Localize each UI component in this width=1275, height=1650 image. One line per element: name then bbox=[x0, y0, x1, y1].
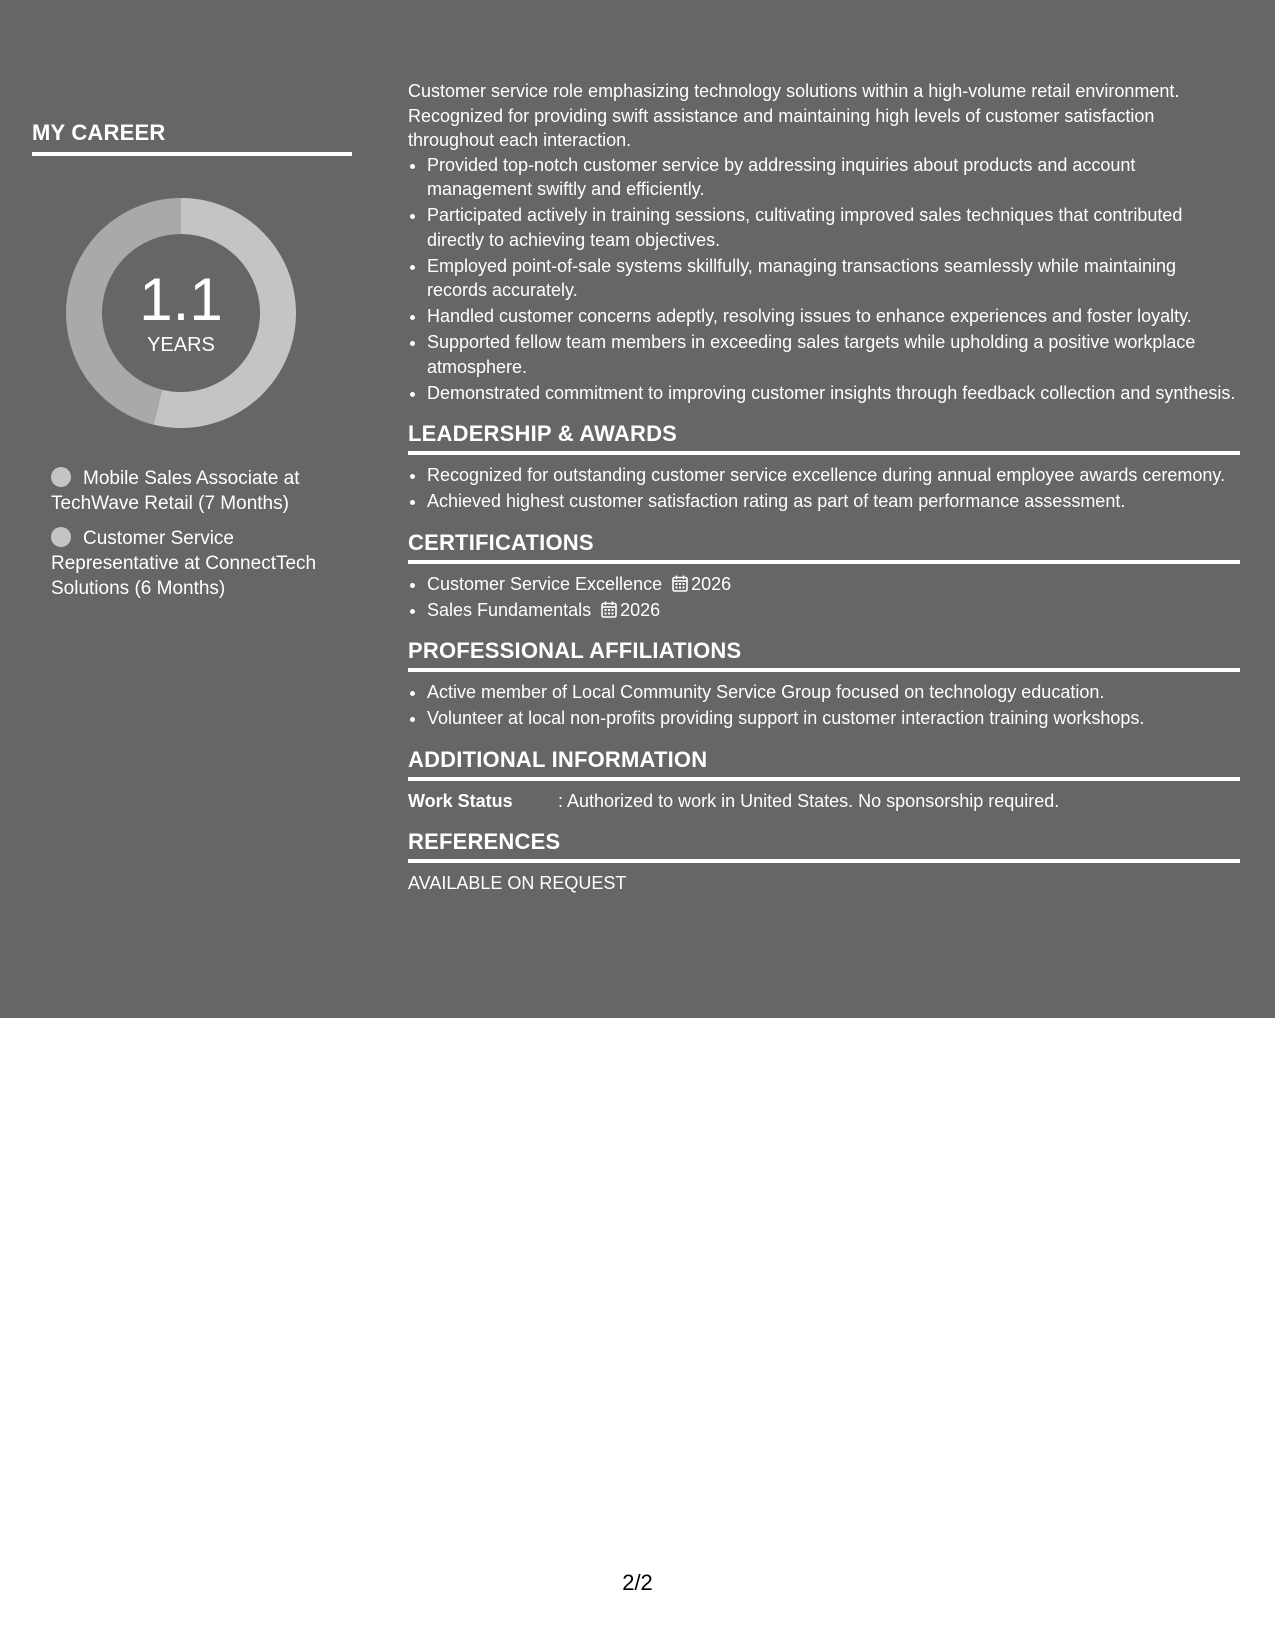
experience-bullet: • Demonstrated commitment to improving customer insights through feedback collection and synthesis. bbox=[427, 381, 1240, 406]
experience-bullet: • Supported fellow team members in exceeding sales targets while upholding a positive workplace atmosphere. bbox=[427, 330, 1240, 379]
career-timeline bbox=[51, 466, 352, 601]
calendar-icon bbox=[601, 601, 617, 618]
career-heading: MY CAREER bbox=[32, 120, 352, 156]
leadership-item: • Recognized for outstanding customer service excellence during annual employee awards ceremony. bbox=[427, 463, 1240, 488]
timeline-dot-icon bbox=[51, 527, 71, 547]
experience-bullet: • Handled customer concerns adeptly, resolving issues to enhance experiences and foster loyalty. bbox=[427, 304, 1240, 329]
certification-year: 2026 bbox=[691, 573, 732, 594]
certifications-section bbox=[408, 530, 1240, 623]
affiliation-item: • Active member of Local Community Service Group focused on technology education. bbox=[427, 680, 1240, 705]
experience-bullet: • Provided top-notch customer service by addressing inquiries about products and account management swiftly and efficiently. bbox=[427, 153, 1240, 202]
work-status-row bbox=[408, 789, 1240, 814]
career-years-value: 1.1 bbox=[139, 265, 223, 333]
leadership-section bbox=[408, 421, 1240, 514]
career-timeline-item bbox=[51, 526, 352, 601]
references-heading: REFERENCES bbox=[408, 829, 1240, 863]
references-text: AVAILABLE ON REQUEST bbox=[408, 873, 627, 893]
additional-heading: ADDITIONAL INFORMATION bbox=[408, 747, 1240, 781]
career-years-unit: YEARS bbox=[147, 333, 215, 356]
affiliations-list bbox=[408, 680, 1240, 731]
affiliation-item: • Volunteer at local non-profits providing support in customer interaction training workshops. bbox=[427, 706, 1240, 731]
certification-item bbox=[427, 572, 1240, 597]
certification-item bbox=[427, 598, 1240, 623]
career-donut-chart bbox=[66, 198, 296, 428]
experience-summary: Customer service role emphasizing technology solutions within a high-volume retail environment. Recognized for providing swift assistance and maintaining high levels of customer satisfaction throughout each interaction. bbox=[408, 81, 1180, 150]
timeline-dot-icon bbox=[51, 467, 71, 487]
affiliations-heading: PROFESSIONAL AFFILIATIONS bbox=[408, 638, 1240, 672]
work-status-value: : Authorized to work in United States. No sponsorship required. bbox=[558, 790, 1060, 811]
references-section bbox=[408, 829, 1240, 896]
main-column bbox=[408, 79, 1240, 896]
experience-bullets bbox=[408, 153, 1240, 406]
leadership-item: • Achieved highest customer satisfaction rating as part of team performance assessment. bbox=[427, 489, 1240, 514]
calendar-icon bbox=[672, 575, 688, 592]
work-status-key: Work Status bbox=[408, 790, 513, 811]
certifications-list bbox=[408, 572, 1240, 623]
certification-name: Customer Service Excellence bbox=[427, 573, 663, 594]
certifications-heading: CERTIFICATIONS bbox=[408, 530, 1240, 564]
career-timeline-item bbox=[51, 466, 352, 516]
leadership-heading: LEADERSHIP & AWARDS bbox=[408, 421, 1240, 455]
leadership-list bbox=[408, 463, 1240, 514]
additional-section bbox=[408, 747, 1240, 814]
experience-bullet: • Participated actively in training sessions, cultivating improved sales techniques that contributed directly to achieving team objectives. bbox=[427, 203, 1240, 252]
affiliations-section bbox=[408, 638, 1240, 731]
career-job-label: Mobile Sales Associate at TechWave Retail (7 Months) bbox=[51, 468, 300, 514]
career-job-label: Customer Service Representative at ConnectTech Solutions (6 Months) bbox=[51, 528, 317, 599]
donut-center-label bbox=[66, 198, 296, 428]
page-number: 2/2 bbox=[622, 1570, 653, 1595]
certification-name: Sales Fundamentals bbox=[427, 599, 592, 620]
career-sidebar bbox=[32, 120, 352, 611]
certification-year: 2026 bbox=[620, 599, 661, 620]
experience-bullet: • Employed point-of-sale systems skillfully, managing transactions seamlessly while maintaining records accurately. bbox=[427, 254, 1240, 303]
